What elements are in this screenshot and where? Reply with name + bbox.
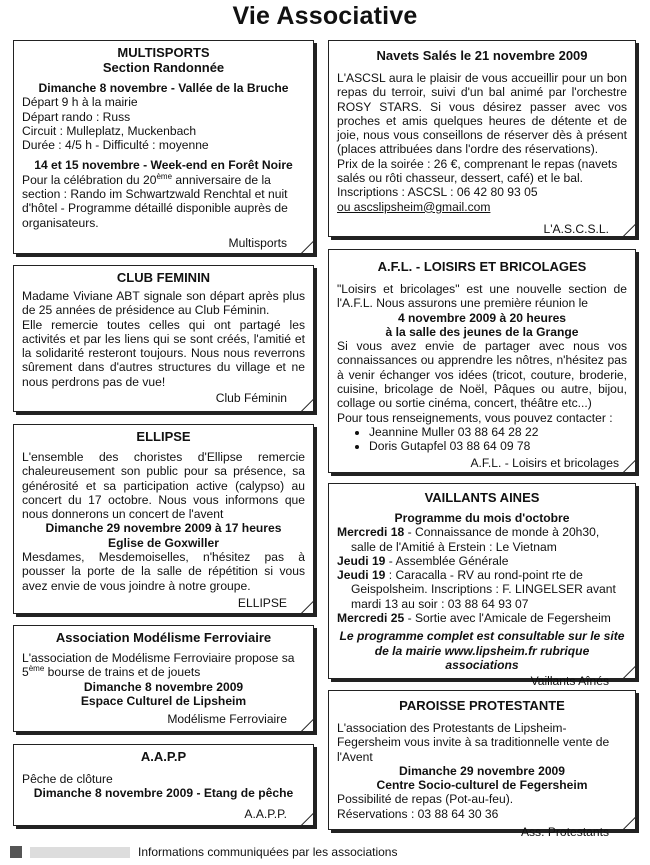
afl-signature: A.F.L. - Loisirs et bricolages xyxy=(470,455,619,470)
modelisme-signature: Modélisme Ferroviaire xyxy=(167,712,287,727)
multisports-line: Départ rando : Russ xyxy=(22,109,131,124)
modelisme-text: L'association de Modélisme Ferroviaire propose sa 5ème bourse de trains et de jouets xyxy=(22,651,295,680)
ellipse-text: Mesdames, Mesdemoiselles, n'hésitez pas à pousser la porte de la salle de répétition si vous avez envie de vous joindre à notre groupe. xyxy=(22,550,305,593)
footer xyxy=(10,845,397,859)
afl-text: "Loisirs et bricolages" est une nouvelle section de l'A.F.L. Nous assurons une première réunion le xyxy=(337,282,627,311)
multisports-event2: 14 et 15 novembre - Week-end en Forêt Noire xyxy=(34,158,293,173)
afl-text: Pour tous renseignements, vous pouvez contacter : xyxy=(337,410,613,425)
multisports-line: Départ 9 h à la mairie xyxy=(22,95,138,110)
vaillants-signature: Vaillants Aînés xyxy=(530,674,609,689)
paroisse-text: L'association des Protestants de Lipsheim-Fegersheim vous invite à sa traditionnelle vente de l'Avent xyxy=(337,721,610,764)
paroisse-event1: Dimanche 29 novembre 2009 xyxy=(398,763,566,778)
paroisse-text: Possibilité de repas (Pot-au-feu). xyxy=(337,792,514,807)
list-item: Jeudi 19 : Caracalla - RV au rond-point rte de Geispolsheim. Inscriptions : F. LINGELSER avant mardi 13 au soir : 03 88 64 93 07 xyxy=(337,568,616,611)
club-feminin-signature: Club Féminin xyxy=(215,391,287,406)
navets-email: ou ascslipsheim@gmail.com xyxy=(337,199,491,214)
ellipse-signature: ELLIPSE xyxy=(237,595,287,610)
afl-text: Si vous avez envie de partager avec nous vos connaissances ou apprendre les nôtres, n'hésitez pas à venir échanger vos idées (tricot, couture, broderie, cuisine, bricolage de Noël, Pâques ou autre, bijou, collage ou sortie cinéma, concert, théâtre etc...) xyxy=(337,339,627,411)
page-fold-icon xyxy=(300,240,314,254)
afl-event1: 4 novembre 2009 à 20 heures xyxy=(397,310,567,325)
page-fold-icon xyxy=(300,718,314,732)
list-item: Mercredi 18 - Connaissance de monde à 20h30, salle de l'Amitié à Erstein : Le Vietnam xyxy=(337,525,600,554)
multisports-line: Durée : 4/5 h - Difficulté : moyenne xyxy=(22,138,209,153)
navets-text: L'ASCSL aura le plaisir de vous accueillir pour un bon repas du terroir, suivi d'un bal animé par l'orchestre ROSY STARS. Si vous désirez passer avec vos proches et amis quelques heures de détente et de joie, nous vous conseillons de réserver dès à présent (places attribuées dans l'ordre des réservations). xyxy=(337,71,627,157)
aapp-box xyxy=(13,744,314,826)
multisports-line: Circuit : Mulleplatz, Muckenbach xyxy=(22,123,197,138)
modelisme-box xyxy=(13,625,314,732)
afl-contact-list xyxy=(337,425,627,454)
aapp-title: A.A.P.P xyxy=(140,749,187,764)
paroisse-signature: Ass. Protestants xyxy=(520,825,609,840)
page-fold-icon xyxy=(622,816,636,830)
aapp-event1: Dimanche 8 novembre 2009 - Etang de pêche xyxy=(33,786,294,801)
vaillants-note: Le programme complet est consultable sur le site de la mairie www.lipsheim.fr rubrique associations xyxy=(339,629,625,672)
navets-text: Prix de la soirée : 26 €, comprenant le repas (navets salés ou rôti chasseur, dessert, café) et le bal. xyxy=(337,156,618,186)
afl-title: A.F.L. - LOISIRS ET BRICOLAGES xyxy=(377,259,587,274)
vaillants-subtitle: Programme du mois d'octobre xyxy=(394,511,570,525)
navets-title: Navets Salés le 21 novembre 2009 xyxy=(376,48,588,63)
modelisme-event2: Espace Culturel de Lipsheim xyxy=(80,693,247,708)
footer-text: Informations communiquées par les associations xyxy=(138,845,398,859)
page-fold-icon xyxy=(622,223,636,237)
navets-signature: L'A.S.C.S.L. xyxy=(543,221,609,236)
ellipse-event1: Dimanche 29 novembre 2009 à 17 heures xyxy=(45,521,282,536)
ellipse-text: L'ensemble des choristes d'Ellipse remercie chaleureusement son public pour sa présence, sa générosité et sa participation active (calypso) au concert du 17 octobre. Nous vous informons que nous donnerons un concert de l'avent xyxy=(22,450,305,522)
page-fold-icon xyxy=(622,665,636,679)
paroisse-box xyxy=(328,690,636,840)
modelisme-event1: Dimanche 8 novembre 2009 xyxy=(83,679,244,694)
page-fold-icon xyxy=(300,398,314,412)
multisports-title: MULTISPORTS Section Randonnée xyxy=(102,45,225,75)
aapp-text: Pêche de clôture xyxy=(22,772,113,786)
vaillants-title: VAILLANTS AINES xyxy=(424,490,540,505)
ellipse-box xyxy=(13,424,314,614)
club-feminin-text: Elle remercie toutes celles qui ont partagé les activités et par les liens qui se sont créés, l'amitié et la solidarité resteront toujours. Nous nous reverrons sûrement dans d'autres structures du village et ne nous perdrons pas de vue! xyxy=(22,317,305,389)
list-item: • Jeannine Muller 03 88 64 28 22 xyxy=(369,425,627,439)
paroisse-title: PAROISSE PROTESTANTE xyxy=(399,698,565,713)
aapp-signature: A.A.P.P. xyxy=(244,806,287,821)
multisports-signature: Multisports xyxy=(228,235,287,250)
ellipse-title: ELLIPSE xyxy=(136,429,191,444)
page-fold-icon xyxy=(300,600,314,614)
afl-event2: à la salle des jeunes de la Grange xyxy=(385,324,579,339)
vaillants-box xyxy=(328,483,636,689)
page-fold-icon xyxy=(300,812,314,826)
paroisse-event2: Centre Socio-culturel de Fegersheim xyxy=(376,778,588,793)
list-item: • Doris Gutapfel 03 88 64 09 78 xyxy=(369,439,627,453)
list-item: Jeudi 19 - Assemblée Générale xyxy=(337,553,509,568)
modelisme-title: Association Modélisme Ferroviaire xyxy=(55,630,272,645)
paroisse-text: Réservations : 03 88 64 30 36 xyxy=(337,806,499,821)
ellipse-event2: Eglise de Goxwiller xyxy=(108,535,219,550)
page-title: Vie Associative xyxy=(232,2,418,30)
club-feminin-text: Madame Viviane ABT signale son départ après plus de 25 années de présidence au Club Féminin. xyxy=(22,289,305,318)
afl-box xyxy=(328,249,636,473)
page-fold-icon xyxy=(622,459,636,473)
multisports-desc: Pour la célébration du 20ème anniversaire de la section : Rando im Schwartzwald Renchtal et nuit d'hôtel - Programme détaillé disponible auprès de organisateurs. xyxy=(22,171,288,230)
navets-box xyxy=(328,40,636,237)
multisports-box xyxy=(13,40,314,254)
club-feminin-title: CLUB FEMININ xyxy=(116,270,211,285)
club-feminin-box xyxy=(13,265,314,412)
footer-square-icon xyxy=(10,846,22,858)
footer-shade-bar xyxy=(30,847,130,858)
navets-text: Inscriptions : ASCSL : 06 42 80 93 05 xyxy=(337,185,538,200)
list-item: Mercredi 25 - Sortie avec l'Amicale de Fegersheim xyxy=(337,611,611,626)
multisports-event1: Dimanche 8 novembre - Vallée de la Bruche xyxy=(38,81,289,95)
